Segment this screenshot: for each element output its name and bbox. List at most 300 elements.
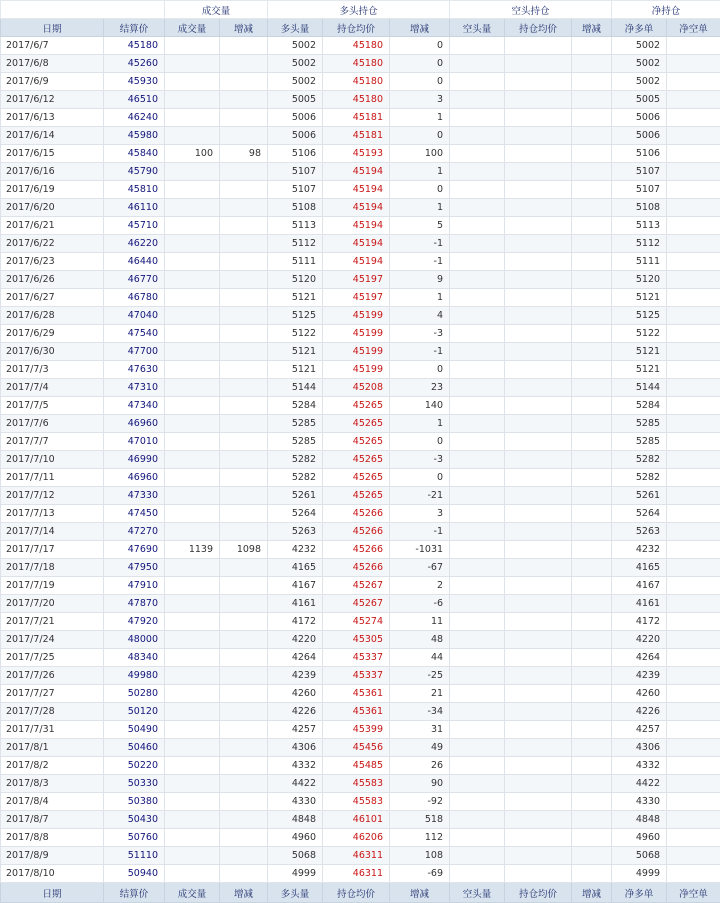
cell-long-qty: 5006: [268, 127, 323, 145]
cell-short-avg-price: [505, 541, 572, 559]
cell-volume: [165, 649, 220, 667]
cell-net-long: 5120: [612, 271, 667, 289]
cell-short-qty: [450, 685, 505, 703]
cell-long-avg-price: 45180: [323, 55, 390, 73]
cell-net-short: [667, 811, 720, 829]
cell-volume: [165, 325, 220, 343]
cell-short-qty: [450, 181, 505, 199]
cell-short-qty: [450, 505, 505, 523]
cell-date: 2017/7/25: [1, 649, 104, 667]
cell-net-short: [667, 595, 720, 613]
cell-net-long: 4960: [612, 829, 667, 847]
cell-net-long: 5285: [612, 433, 667, 451]
cell-long-qty: 5108: [268, 199, 323, 217]
cell-volume-change: [220, 505, 268, 523]
cell-settle-price: 45810: [104, 181, 165, 199]
cell-long-avg-price: 45361: [323, 685, 390, 703]
cell-date: 2017/7/24: [1, 631, 104, 649]
cell-long-avg-price: 45265: [323, 433, 390, 451]
cell-short-qty: [450, 595, 505, 613]
cell-short-change: [572, 253, 612, 271]
cell-net-long: 5122: [612, 325, 667, 343]
cell-date: 2017/6/29: [1, 325, 104, 343]
cell-date: 2017/6/20: [1, 199, 104, 217]
cell-short-qty: [450, 613, 505, 631]
cell-volume-change: [220, 451, 268, 469]
cell-short-change: [572, 325, 612, 343]
cell-volume: [165, 253, 220, 271]
cell-net-short: [667, 127, 720, 145]
cell-short-change: [572, 469, 612, 487]
foot-volume-change: 增减: [220, 883, 268, 903]
cell-long-qty: 5107: [268, 163, 323, 181]
cell-net-short: [667, 397, 720, 415]
cell-net-short: [667, 505, 720, 523]
cell-short-change: [572, 145, 612, 163]
cell-net-short: [667, 73, 720, 91]
cell-long-avg-price: 45194: [323, 235, 390, 253]
cell-volume-change: [220, 163, 268, 181]
cell-short-qty: [450, 55, 505, 73]
cell-long-change: -6: [390, 595, 450, 613]
cell-short-avg-price: [505, 487, 572, 505]
cell-date: 2017/7/14: [1, 523, 104, 541]
cell-net-long: 5121: [612, 361, 667, 379]
cell-volume-change: [220, 307, 268, 325]
cell-volume-change: [220, 73, 268, 91]
cell-settle-price: 45710: [104, 217, 165, 235]
table-row: [1, 739, 720, 757]
cell-net-long: 5002: [612, 55, 667, 73]
cell-short-qty: [450, 91, 505, 109]
table-row: [1, 487, 720, 505]
table-row: [1, 379, 720, 397]
cell-short-change: [572, 415, 612, 433]
cell-long-qty: 5285: [268, 433, 323, 451]
cell-long-avg-price: 45208: [323, 379, 390, 397]
cell-date: 2017/8/8: [1, 829, 104, 847]
cell-long-avg-price: 45199: [323, 307, 390, 325]
cell-volume-change: [220, 199, 268, 217]
cell-short-avg-price: [505, 271, 572, 289]
cell-short-change: [572, 541, 612, 559]
cell-net-short: [667, 703, 720, 721]
cell-short-avg-price: [505, 505, 572, 523]
cell-short-avg-price: [505, 469, 572, 487]
foot-long-qty: 多头量: [268, 883, 323, 903]
cell-settle-price: 46510: [104, 91, 165, 109]
cell-long-change: 1: [390, 289, 450, 307]
cell-settle-price: 45930: [104, 73, 165, 91]
cell-net-long: 5121: [612, 343, 667, 361]
cell-volume-change: [220, 325, 268, 343]
cell-long-avg-price: 45305: [323, 631, 390, 649]
cell-net-short: [667, 667, 720, 685]
cell-settle-price: 46780: [104, 289, 165, 307]
cell-short-avg-price: [505, 865, 572, 883]
cell-long-avg-price: 45266: [323, 505, 390, 523]
cell-settle-price: 46960: [104, 415, 165, 433]
cell-short-change: [572, 721, 612, 739]
cell-net-long: 4332: [612, 757, 667, 775]
table-row: [1, 91, 720, 109]
cell-volume-change: [220, 613, 268, 631]
cell-long-change: 0: [390, 127, 450, 145]
cell-short-qty: [450, 667, 505, 685]
cell-net-long: 5282: [612, 451, 667, 469]
cell-net-short: [667, 343, 720, 361]
cell-settle-price: 50460: [104, 739, 165, 757]
cell-long-change: -1: [390, 235, 450, 253]
cell-long-qty: 5107: [268, 181, 323, 199]
cell-volume-change: [220, 487, 268, 505]
cell-short-qty: [450, 865, 505, 883]
cell-date: 2017/6/8: [1, 55, 104, 73]
cell-short-qty: [450, 343, 505, 361]
cell-long-change: 26: [390, 757, 450, 775]
cell-settle-price: 46240: [104, 109, 165, 127]
cell-volume-change: [220, 181, 268, 199]
cell-settle-price: 47270: [104, 523, 165, 541]
cell-long-avg-price: 45266: [323, 541, 390, 559]
cell-short-change: [572, 73, 612, 91]
cell-date: 2017/6/14: [1, 127, 104, 145]
cell-settle-price: 47330: [104, 487, 165, 505]
cell-short-avg-price: [505, 631, 572, 649]
cell-net-short: [667, 487, 720, 505]
cell-long-qty: 4264: [268, 649, 323, 667]
cell-net-short: [667, 217, 720, 235]
table-row: [1, 559, 720, 577]
cell-short-avg-price: [505, 559, 572, 577]
cell-short-avg-price: [505, 829, 572, 847]
cell-long-change: 140: [390, 397, 450, 415]
cell-net-long: 4422: [612, 775, 667, 793]
cell-long-avg-price: 45337: [323, 649, 390, 667]
cell-short-change: [572, 685, 612, 703]
cell-settle-price: 47690: [104, 541, 165, 559]
cell-volume-change: [220, 721, 268, 739]
cell-settle-price: 45790: [104, 163, 165, 181]
cell-net-long: 4165: [612, 559, 667, 577]
cell-short-qty: [450, 379, 505, 397]
cell-volume-change: [220, 469, 268, 487]
cell-long-qty: 5068: [268, 847, 323, 865]
cell-long-change: -34: [390, 703, 450, 721]
col-date: 日期: [1, 19, 104, 37]
table-row: [1, 397, 720, 415]
cell-net-short: [667, 181, 720, 199]
table-row: [1, 271, 720, 289]
cell-volume: [165, 757, 220, 775]
foot-short-change: 增减: [572, 883, 612, 903]
cell-long-avg-price: 45399: [323, 721, 390, 739]
cell-short-change: [572, 595, 612, 613]
cell-long-avg-price: 45267: [323, 595, 390, 613]
cell-long-change: -3: [390, 325, 450, 343]
table-row: [1, 55, 720, 73]
cell-settle-price: 50760: [104, 829, 165, 847]
cell-volume: [165, 361, 220, 379]
cell-net-long: 4257: [612, 721, 667, 739]
cell-volume: [165, 631, 220, 649]
cell-settle-price: 47920: [104, 613, 165, 631]
cell-short-change: [572, 865, 612, 883]
cell-short-change: [572, 667, 612, 685]
cell-short-qty: [450, 325, 505, 343]
cell-settle-price: 49980: [104, 667, 165, 685]
cell-long-change: -1031: [390, 541, 450, 559]
cell-volume-change: [220, 523, 268, 541]
cell-short-avg-price: [505, 73, 572, 91]
cell-date: 2017/8/1: [1, 739, 104, 757]
table-row: [1, 127, 720, 145]
cell-long-change: 1: [390, 163, 450, 181]
cell-long-avg-price: 45199: [323, 343, 390, 361]
cell-net-long: 4161: [612, 595, 667, 613]
cell-long-avg-price: 45456: [323, 739, 390, 757]
table-row: [1, 145, 720, 163]
cell-short-qty: [450, 847, 505, 865]
table-row: [1, 667, 720, 685]
table-row: [1, 325, 720, 343]
cell-volume: 1139: [165, 541, 220, 559]
cell-long-change: 108: [390, 847, 450, 865]
cell-volume-change: [220, 595, 268, 613]
cell-volume-change: [220, 649, 268, 667]
cell-net-long: 4330: [612, 793, 667, 811]
cell-volume-change: [220, 667, 268, 685]
cell-short-avg-price: [505, 307, 572, 325]
cell-long-qty: 5002: [268, 55, 323, 73]
cell-short-avg-price: [505, 181, 572, 199]
cell-settle-price: 50940: [104, 865, 165, 883]
cell-net-long: 4220: [612, 631, 667, 649]
cell-long-qty: 5005: [268, 91, 323, 109]
cell-date: 2017/6/22: [1, 235, 104, 253]
cell-settle-price: 47630: [104, 361, 165, 379]
cell-net-short: [667, 541, 720, 559]
cell-long-qty: 4165: [268, 559, 323, 577]
cell-settle-price: 46990: [104, 451, 165, 469]
cell-date: 2017/6/19: [1, 181, 104, 199]
cell-volume-change: [220, 109, 268, 127]
table-row: [1, 469, 720, 487]
cell-settle-price: 50220: [104, 757, 165, 775]
cell-short-avg-price: [505, 109, 572, 127]
table-row: [1, 415, 720, 433]
cell-short-change: [572, 559, 612, 577]
cell-date: 2017/7/31: [1, 721, 104, 739]
cell-volume-change: [220, 127, 268, 145]
table-row: [1, 793, 720, 811]
cell-long-qty: 5112: [268, 235, 323, 253]
cell-date: 2017/8/9: [1, 847, 104, 865]
cell-net-short: [667, 523, 720, 541]
cell-short-change: [572, 649, 612, 667]
cell-long-change: 518: [390, 811, 450, 829]
cell-long-avg-price: 45265: [323, 397, 390, 415]
cell-volume: [165, 37, 220, 55]
cell-settle-price: 45840: [104, 145, 165, 163]
cell-net-long: 5113: [612, 217, 667, 235]
column-header-row: [1, 19, 720, 37]
cell-long-qty: 4172: [268, 613, 323, 631]
cell-net-short: [667, 145, 720, 163]
cell-net-short: [667, 235, 720, 253]
cell-short-change: [572, 631, 612, 649]
cell-long-change: -67: [390, 559, 450, 577]
cell-net-short: [667, 631, 720, 649]
cell-long-qty: 4332: [268, 757, 323, 775]
cell-long-change: 5: [390, 217, 450, 235]
cell-short-change: [572, 127, 612, 145]
cell-date: 2017/8/2: [1, 757, 104, 775]
cell-short-qty: [450, 649, 505, 667]
cell-date: 2017/7/4: [1, 379, 104, 397]
cell-volume-change: [220, 847, 268, 865]
cell-long-avg-price: 45265: [323, 451, 390, 469]
cell-volume: [165, 487, 220, 505]
cell-short-change: [572, 739, 612, 757]
cell-date: 2017/6/7: [1, 37, 104, 55]
cell-short-qty: [450, 757, 505, 775]
cell-short-qty: [450, 37, 505, 55]
cell-short-qty: [450, 811, 505, 829]
table-row: [1, 217, 720, 235]
cell-long-avg-price: 45194: [323, 217, 390, 235]
table-row: [1, 631, 720, 649]
cell-net-short: [667, 433, 720, 451]
cell-net-long: 4260: [612, 685, 667, 703]
cell-date: 2017/7/6: [1, 415, 104, 433]
cell-long-change: 112: [390, 829, 450, 847]
foot-short-qty: 空头量: [450, 883, 505, 903]
cell-net-long: 4232: [612, 541, 667, 559]
cell-net-long: 5107: [612, 181, 667, 199]
table-row: [1, 343, 720, 361]
cell-volume-change: [220, 757, 268, 775]
cell-net-short: [667, 577, 720, 595]
cell-long-avg-price: 45266: [323, 559, 390, 577]
cell-net-short: [667, 109, 720, 127]
table-row: [1, 595, 720, 613]
cell-net-long: 5107: [612, 163, 667, 181]
cell-short-avg-price: [505, 289, 572, 307]
cell-volume-change: [220, 685, 268, 703]
cell-long-change: 11: [390, 613, 450, 631]
cell-short-avg-price: [505, 91, 572, 109]
cell-volume: [165, 289, 220, 307]
cell-date: 2017/6/21: [1, 217, 104, 235]
cell-settle-price: 50430: [104, 811, 165, 829]
cell-short-change: [572, 505, 612, 523]
cell-long-qty: 5113: [268, 217, 323, 235]
cell-volume-change: [220, 775, 268, 793]
cell-date: 2017/6/9: [1, 73, 104, 91]
cell-short-qty: [450, 433, 505, 451]
cell-volume-change: 1098: [220, 541, 268, 559]
cell-short-qty: [450, 73, 505, 91]
cell-short-qty: [450, 577, 505, 595]
table-row: [1, 613, 720, 631]
cell-settle-price: 48000: [104, 631, 165, 649]
table-row: [1, 361, 720, 379]
cell-long-change: 23: [390, 379, 450, 397]
cell-settle-price: 45260: [104, 55, 165, 73]
cell-net-short: [667, 91, 720, 109]
cell-date: 2017/7/27: [1, 685, 104, 703]
group-short-position: 空头持仓: [450, 1, 612, 19]
cell-date: 2017/8/4: [1, 793, 104, 811]
cell-long-change: 0: [390, 433, 450, 451]
cell-short-qty: [450, 793, 505, 811]
cell-short-avg-price: [505, 145, 572, 163]
cell-net-short: [667, 721, 720, 739]
cell-short-qty: [450, 271, 505, 289]
cell-long-qty: 5263: [268, 523, 323, 541]
table-row: [1, 73, 720, 91]
cell-long-change: 3: [390, 505, 450, 523]
table-row: [1, 163, 720, 181]
cell-short-change: [572, 847, 612, 865]
cell-volume: [165, 523, 220, 541]
table-row: [1, 775, 720, 793]
cell-long-change: 1: [390, 199, 450, 217]
table-row: [1, 505, 720, 523]
table-body: [1, 37, 720, 883]
cell-short-avg-price: [505, 685, 572, 703]
cell-net-short: [667, 775, 720, 793]
cell-net-short: [667, 415, 720, 433]
table-row: [1, 253, 720, 271]
cell-settle-price: 47910: [104, 577, 165, 595]
cell-date: 2017/7/17: [1, 541, 104, 559]
cell-settle-price: 51110: [104, 847, 165, 865]
cell-volume: [165, 235, 220, 253]
cell-date: 2017/7/12: [1, 487, 104, 505]
cell-long-qty: 4960: [268, 829, 323, 847]
col-long-qty: 多头量: [268, 19, 323, 37]
cell-short-change: [572, 793, 612, 811]
cell-net-long: 5285: [612, 415, 667, 433]
cell-long-avg-price: 45337: [323, 667, 390, 685]
cell-date: 2017/7/3: [1, 361, 104, 379]
col-settle-price: 结算价: [104, 19, 165, 37]
cell-date: 2017/7/10: [1, 451, 104, 469]
cell-net-long: 5264: [612, 505, 667, 523]
foot-long-change: 增减: [390, 883, 450, 903]
cell-volume-change: [220, 217, 268, 235]
cell-short-change: [572, 523, 612, 541]
col-long-change: 增减: [390, 19, 450, 37]
cell-short-change: [572, 379, 612, 397]
cell-net-long: 5002: [612, 37, 667, 55]
cell-long-avg-price: 45267: [323, 577, 390, 595]
cell-short-change: [572, 217, 612, 235]
cell-net-long: 5112: [612, 235, 667, 253]
col-volume-change: 增减: [220, 19, 268, 37]
cell-net-long: 5282: [612, 469, 667, 487]
cell-long-qty: 4306: [268, 739, 323, 757]
cell-long-avg-price: 45194: [323, 163, 390, 181]
table-row: [1, 181, 720, 199]
foot-date: 日期: [1, 883, 104, 903]
cell-long-qty: 4232: [268, 541, 323, 559]
cell-net-short: [667, 649, 720, 667]
table-row: [1, 235, 720, 253]
cell-net-long: 5125: [612, 307, 667, 325]
